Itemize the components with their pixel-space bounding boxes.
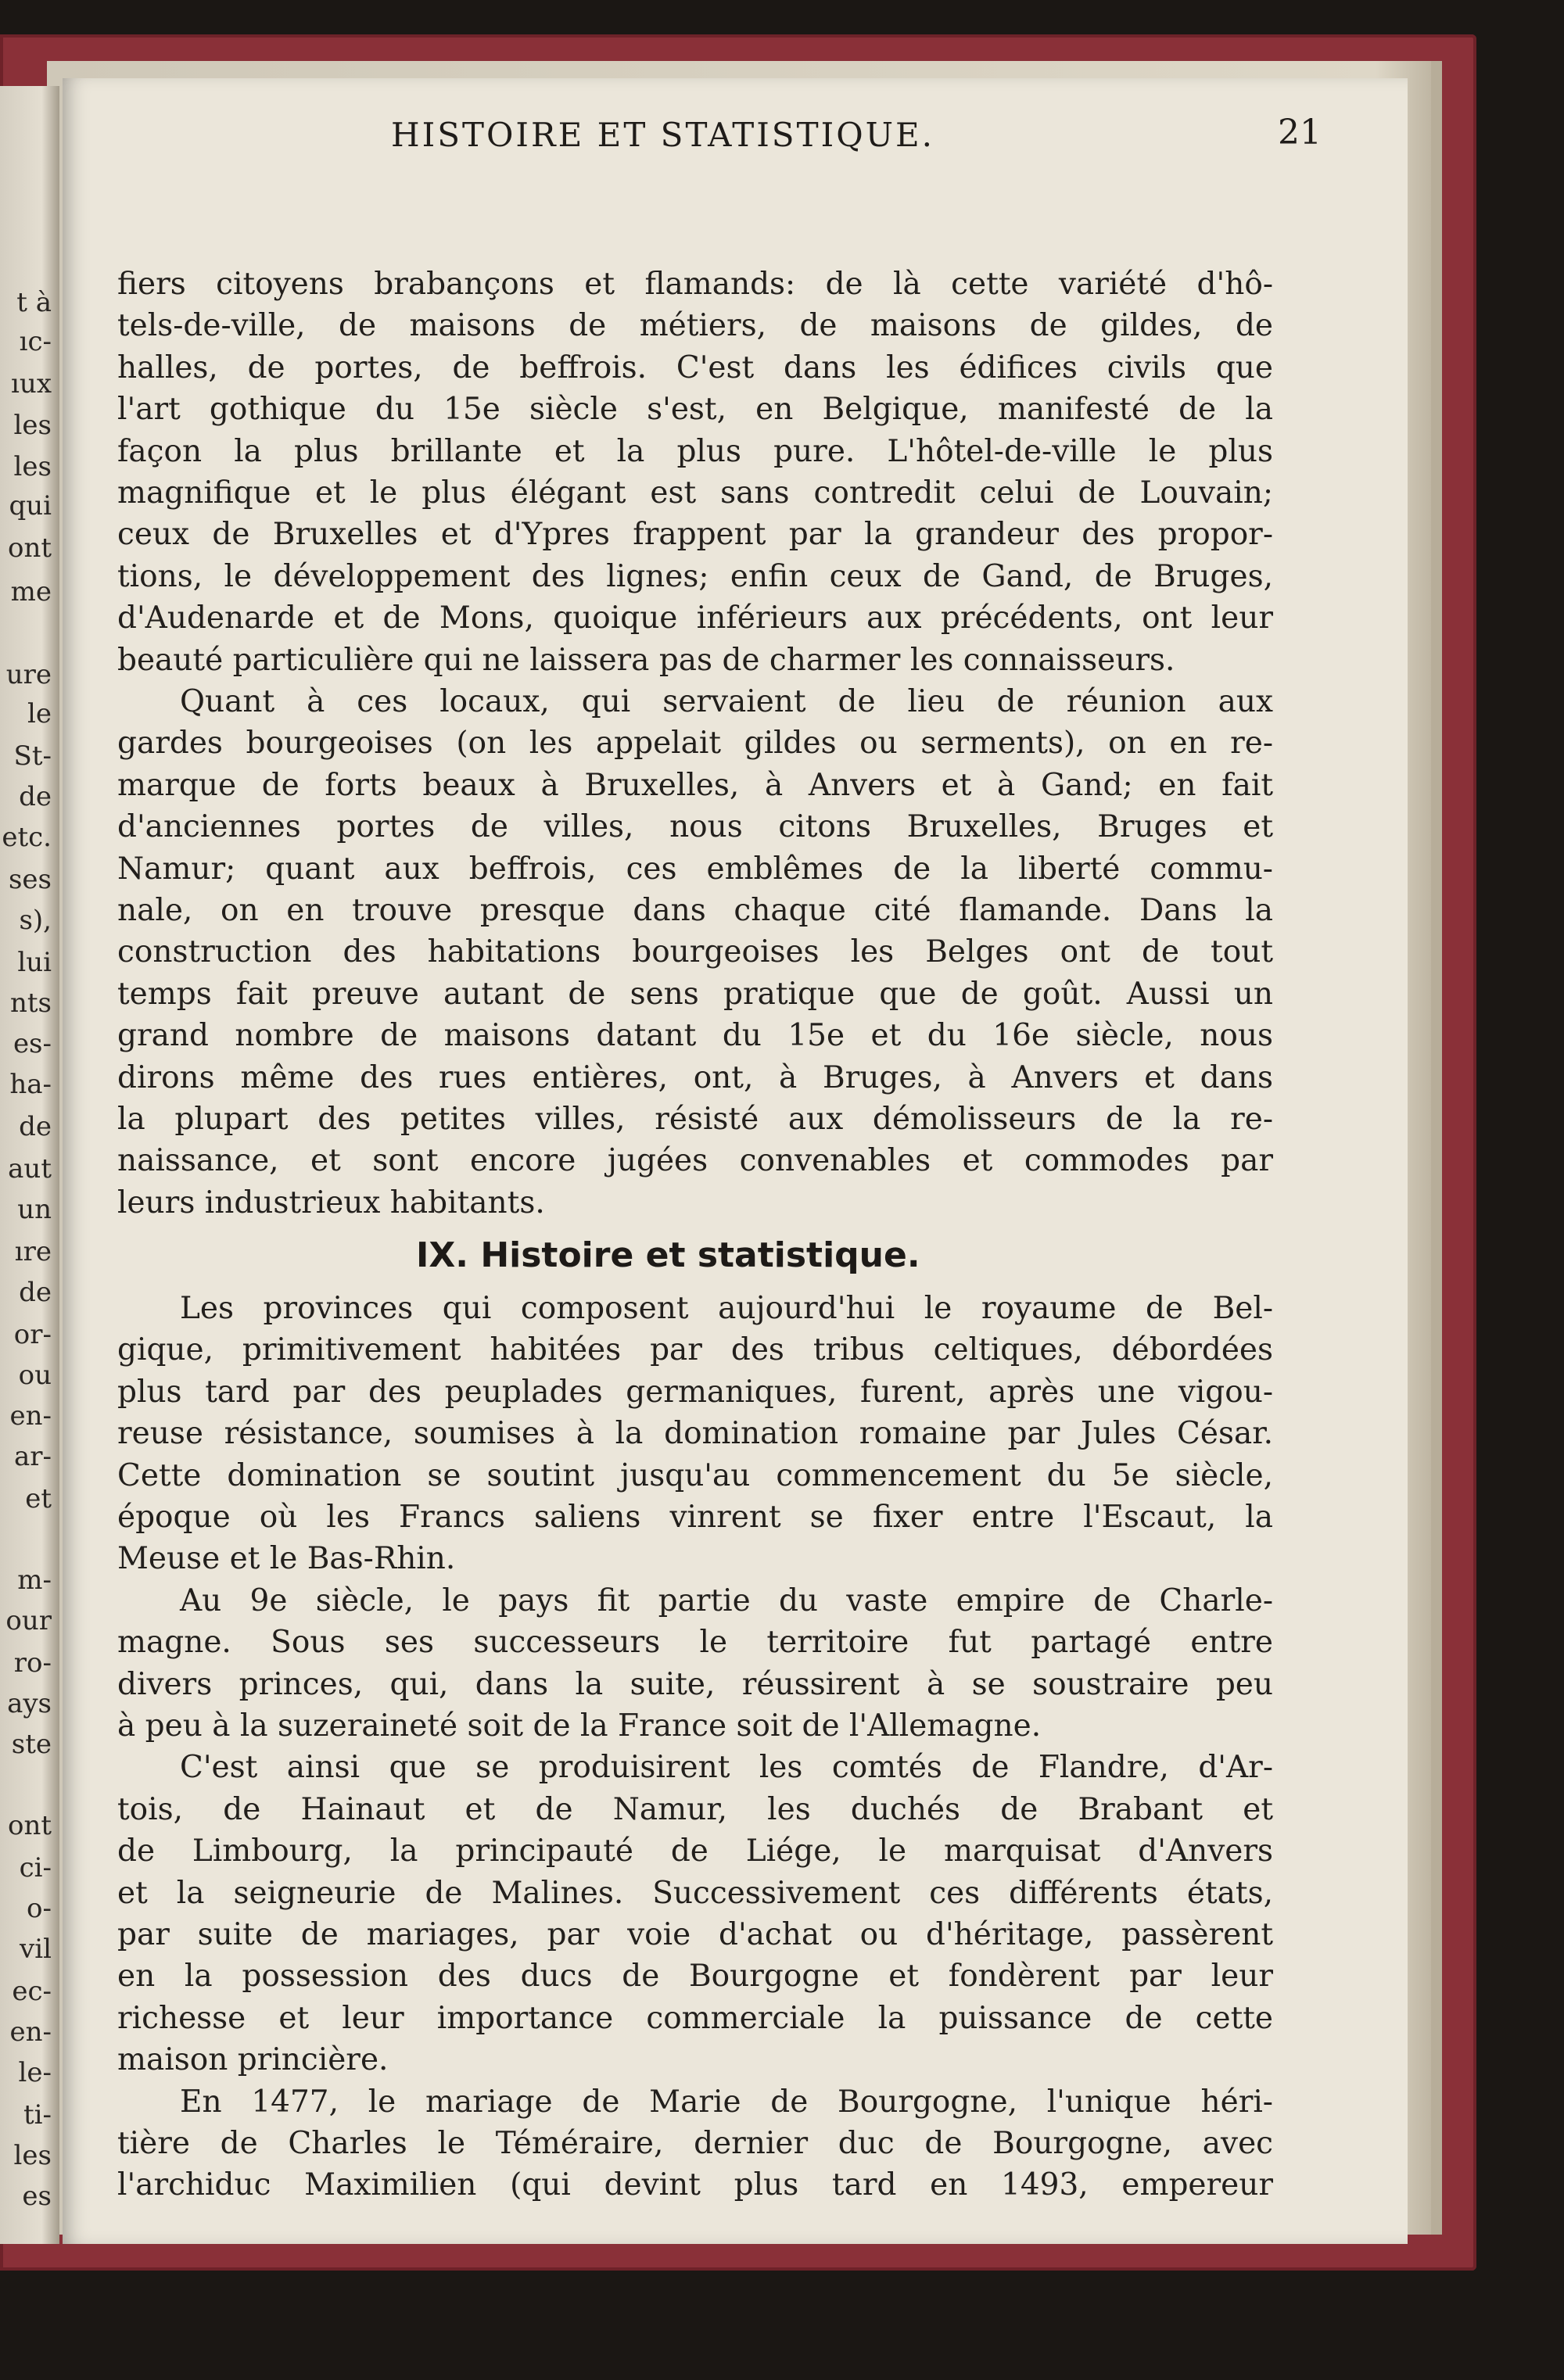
text-line: à peu à la suzeraineté soit de la France soit de l'Allemagne.	[117, 1708, 1042, 1744]
left-page-fragment: ci-	[19, 1852, 52, 1884]
left-page-fragment: de	[19, 1111, 52, 1142]
text-line: ceux de Bruxelles et d'Ypres frappent par la grandeur des propor-	[117, 517, 1273, 553]
left-page-fragment: qui	[9, 490, 52, 522]
left-page-fragment: ont	[7, 1810, 52, 1841]
text-line: magnifique et le plus élégant est sans contredit celui de Louvain;	[117, 475, 1273, 511]
left-page-fragment: our	[5, 1605, 52, 1636]
text-line: temps fait preuve autant de sens pratique que de goût. Aussi un	[117, 976, 1273, 1012]
text-line: tois, de Hainaut et de Namur, les duchés de Brabant et	[117, 1791, 1273, 1827]
text-line: l'art gothique du 15e siècle s'est, en Belgique, manifesté de la	[117, 392, 1273, 428]
text-line: époque où les Francs saliens vinrent se fixer entre l'Escaut, la	[117, 1500, 1273, 1535]
left-page-fragment: me	[10, 576, 52, 608]
text-line: Au 9e siècle, le pays fit partie du vaste empire de Charle-	[180, 1582, 1273, 1618]
left-page-fragment: les	[13, 410, 52, 441]
text-line: d'Audenarde et de Mons, quoique inférieurs aux précédents, ont leur	[117, 600, 1273, 636]
text-line: la plupart des petites villes, résisté aux démolisseurs de la re-	[117, 1102, 1273, 1137]
text-line: richesse et leur importance commerciale la puissance de cette	[117, 2000, 1273, 2036]
left-page-fragment: les	[13, 2140, 52, 2171]
left-page-fragment: etc.	[2, 822, 52, 853]
text-line: Namur; quant aux beffrois, ces emblêmes de la liberté commu-	[117, 851, 1273, 887]
left-page-fragment: ıc-	[19, 326, 52, 357]
left-page-fragment: ha-	[9, 1069, 52, 1100]
left-page-fragment: de	[19, 781, 52, 812]
left-page-fragment: et	[25, 1483, 52, 1514]
text-line: naissance, et sont encore jugées convenables et commodes par	[117, 1143, 1273, 1179]
left-page-margin	[0, 86, 59, 2244]
left-page-fragment: en-	[9, 1400, 52, 1432]
text-line: beauté particulière qui ne laissera pas de charmer les connaisseurs.	[117, 642, 1175, 678]
text-line: fiers citoyens brabançons et flamands: de là cette variété d'hô-	[117, 267, 1273, 302]
left-page-fragment: ste	[11, 1729, 52, 1760]
left-page-fragment: ays	[7, 1688, 52, 1719]
left-page-fragment: ti-	[23, 2099, 52, 2131]
text-line: grand nombre de maisons datant du 15e et du 16e siècle, nous	[117, 1018, 1273, 1054]
left-page-fragment: or-	[13, 1319, 52, 1350]
left-page-fragment: les	[13, 451, 52, 482]
text-line: de Limbourg, la principauté de Liége, le marquisat d'Anvers	[117, 1833, 1273, 1869]
running-header	[328, 113, 1322, 163]
section-heading-text: IX. Histoire et statistique.	[416, 1235, 920, 1275]
left-page-fragment: le	[27, 698, 52, 729]
text-line: nale, on en trouve presque dans chaque cité flamande. Dans la	[117, 893, 1273, 928]
text-line: maison princière.	[117, 2042, 389, 2078]
text-line: tions, le développement des lignes; enfin ceux de Gand, de Bruges,	[117, 558, 1273, 594]
left-page-fragment: ıre	[14, 1236, 52, 1267]
text-line: halles, de portes, de beffrois. C'est dans les édifices civils que	[117, 349, 1273, 385]
section-heading	[0, 1235, 1564, 1275]
text-line: l'archiduc Maximilien (qui devint plus tard en 1493, empereur	[117, 2167, 1273, 2203]
left-page-fragment: vil	[20, 1934, 52, 1965]
text-line: gique, primitivement habitées par des tribus celtiques, débordées	[117, 1332, 1273, 1368]
text-line: Les provinces qui composent aujourd'hui le royaume de Bel-	[180, 1291, 1273, 1326]
left-page-fragment: un	[17, 1194, 52, 1225]
text-line: dirons même des rues entières, ont, à Bruges, à Anvers et dans	[117, 1059, 1273, 1095]
left-page-fragment: ont	[7, 532, 52, 564]
text-line: marque de forts beaux à Bruxelles, à Anvers et à Gand; en fait	[117, 767, 1273, 803]
left-page-fragment: es-	[13, 1028, 52, 1059]
left-page-fragment: ses	[8, 864, 52, 895]
left-page-fragment: aut	[8, 1153, 52, 1185]
text-line: en la possession des ducs de Bourgogne et fondèrent par leur	[117, 1959, 1273, 1995]
text-line: façon la plus brillante et la plus pure. L'hôtel-de-ville le plus	[117, 433, 1273, 469]
left-page-fragment: ar-	[13, 1441, 52, 1472]
header-title: HISTOIRE ET STATISTIQUE.	[391, 116, 935, 154]
left-page-fragment: o-	[27, 1893, 52, 1924]
text-line: d'anciennes portes de villes, nous citons Bruxelles, Bruges et	[117, 809, 1273, 845]
text-line: divers princes, qui, dans la suite, réussirent à se soustraire peu	[117, 1666, 1273, 1702]
left-page-fragment: m-	[17, 1565, 52, 1596]
text-line: C'est ainsi que se produisirent les comtés de Flandre, d'Ar-	[180, 1750, 1273, 1786]
left-page-fragment: St-	[13, 740, 52, 772]
text-line: Quant à ces locaux, qui servaient de lieu de réunion aux	[180, 684, 1273, 719]
left-page-fragment: es	[22, 2181, 52, 2212]
left-page-fragment: le-	[18, 2057, 52, 2088]
page-number: 21	[1278, 113, 1322, 152]
text-line: gardes bourgeoises (on les appelait gildes ou serments), on en re-	[117, 726, 1273, 762]
text-line: tels-de-ville, de maisons de métiers, de maisons de gildes, de	[117, 308, 1273, 344]
left-page-fragment: ec-	[12, 1976, 52, 2007]
text-line: Meuse et le Bas-Rhin.	[117, 1541, 456, 1577]
text-line: Cette domination se soutint jusqu'au commencement du 5e siècle,	[117, 1457, 1273, 1493]
left-page-fragment: de	[19, 1277, 52, 1308]
left-page-fragment: s),	[19, 905, 52, 936]
left-page-fragment: ıux	[11, 368, 52, 400]
left-page-fragment: en-	[9, 2016, 52, 2048]
left-page-fragment: nts	[9, 987, 52, 1019]
left-page-fragment: ure	[5, 659, 52, 690]
text-line: par suite de mariages, par voie d'achat ou d'héritage, passèrent	[117, 1917, 1273, 1952]
text-line: tière de Charles le Téméraire, dernier duc de Bourgogne, avec	[117, 2126, 1273, 2161]
text-line: et la seigneurie de Malines. Successivement ces différents états,	[117, 1875, 1273, 1911]
text-line: magne. Sous ses successeurs le territoire fut partagé entre	[117, 1625, 1273, 1661]
text-line: reuse résistance, soumises à la domination romaine par Jules César.	[117, 1416, 1273, 1452]
text-line: leurs industrieux habitants.	[117, 1185, 545, 1220]
text-line: construction des habitations bourgeoises les Belges ont de tout	[117, 934, 1273, 970]
left-page-fragment: ou	[18, 1360, 52, 1391]
left-page-fragment: t à	[16, 287, 52, 318]
text-line: En 1477, le mariage de Marie de Bourgogne, l'unique héri-	[180, 2084, 1273, 2120]
left-page-fragment: lui	[17, 947, 52, 978]
text-line: plus tard par des peuplades germaniques, furent, après une vigou-	[117, 1374, 1273, 1410]
left-page-fragment: ro-	[13, 1647, 52, 1679]
